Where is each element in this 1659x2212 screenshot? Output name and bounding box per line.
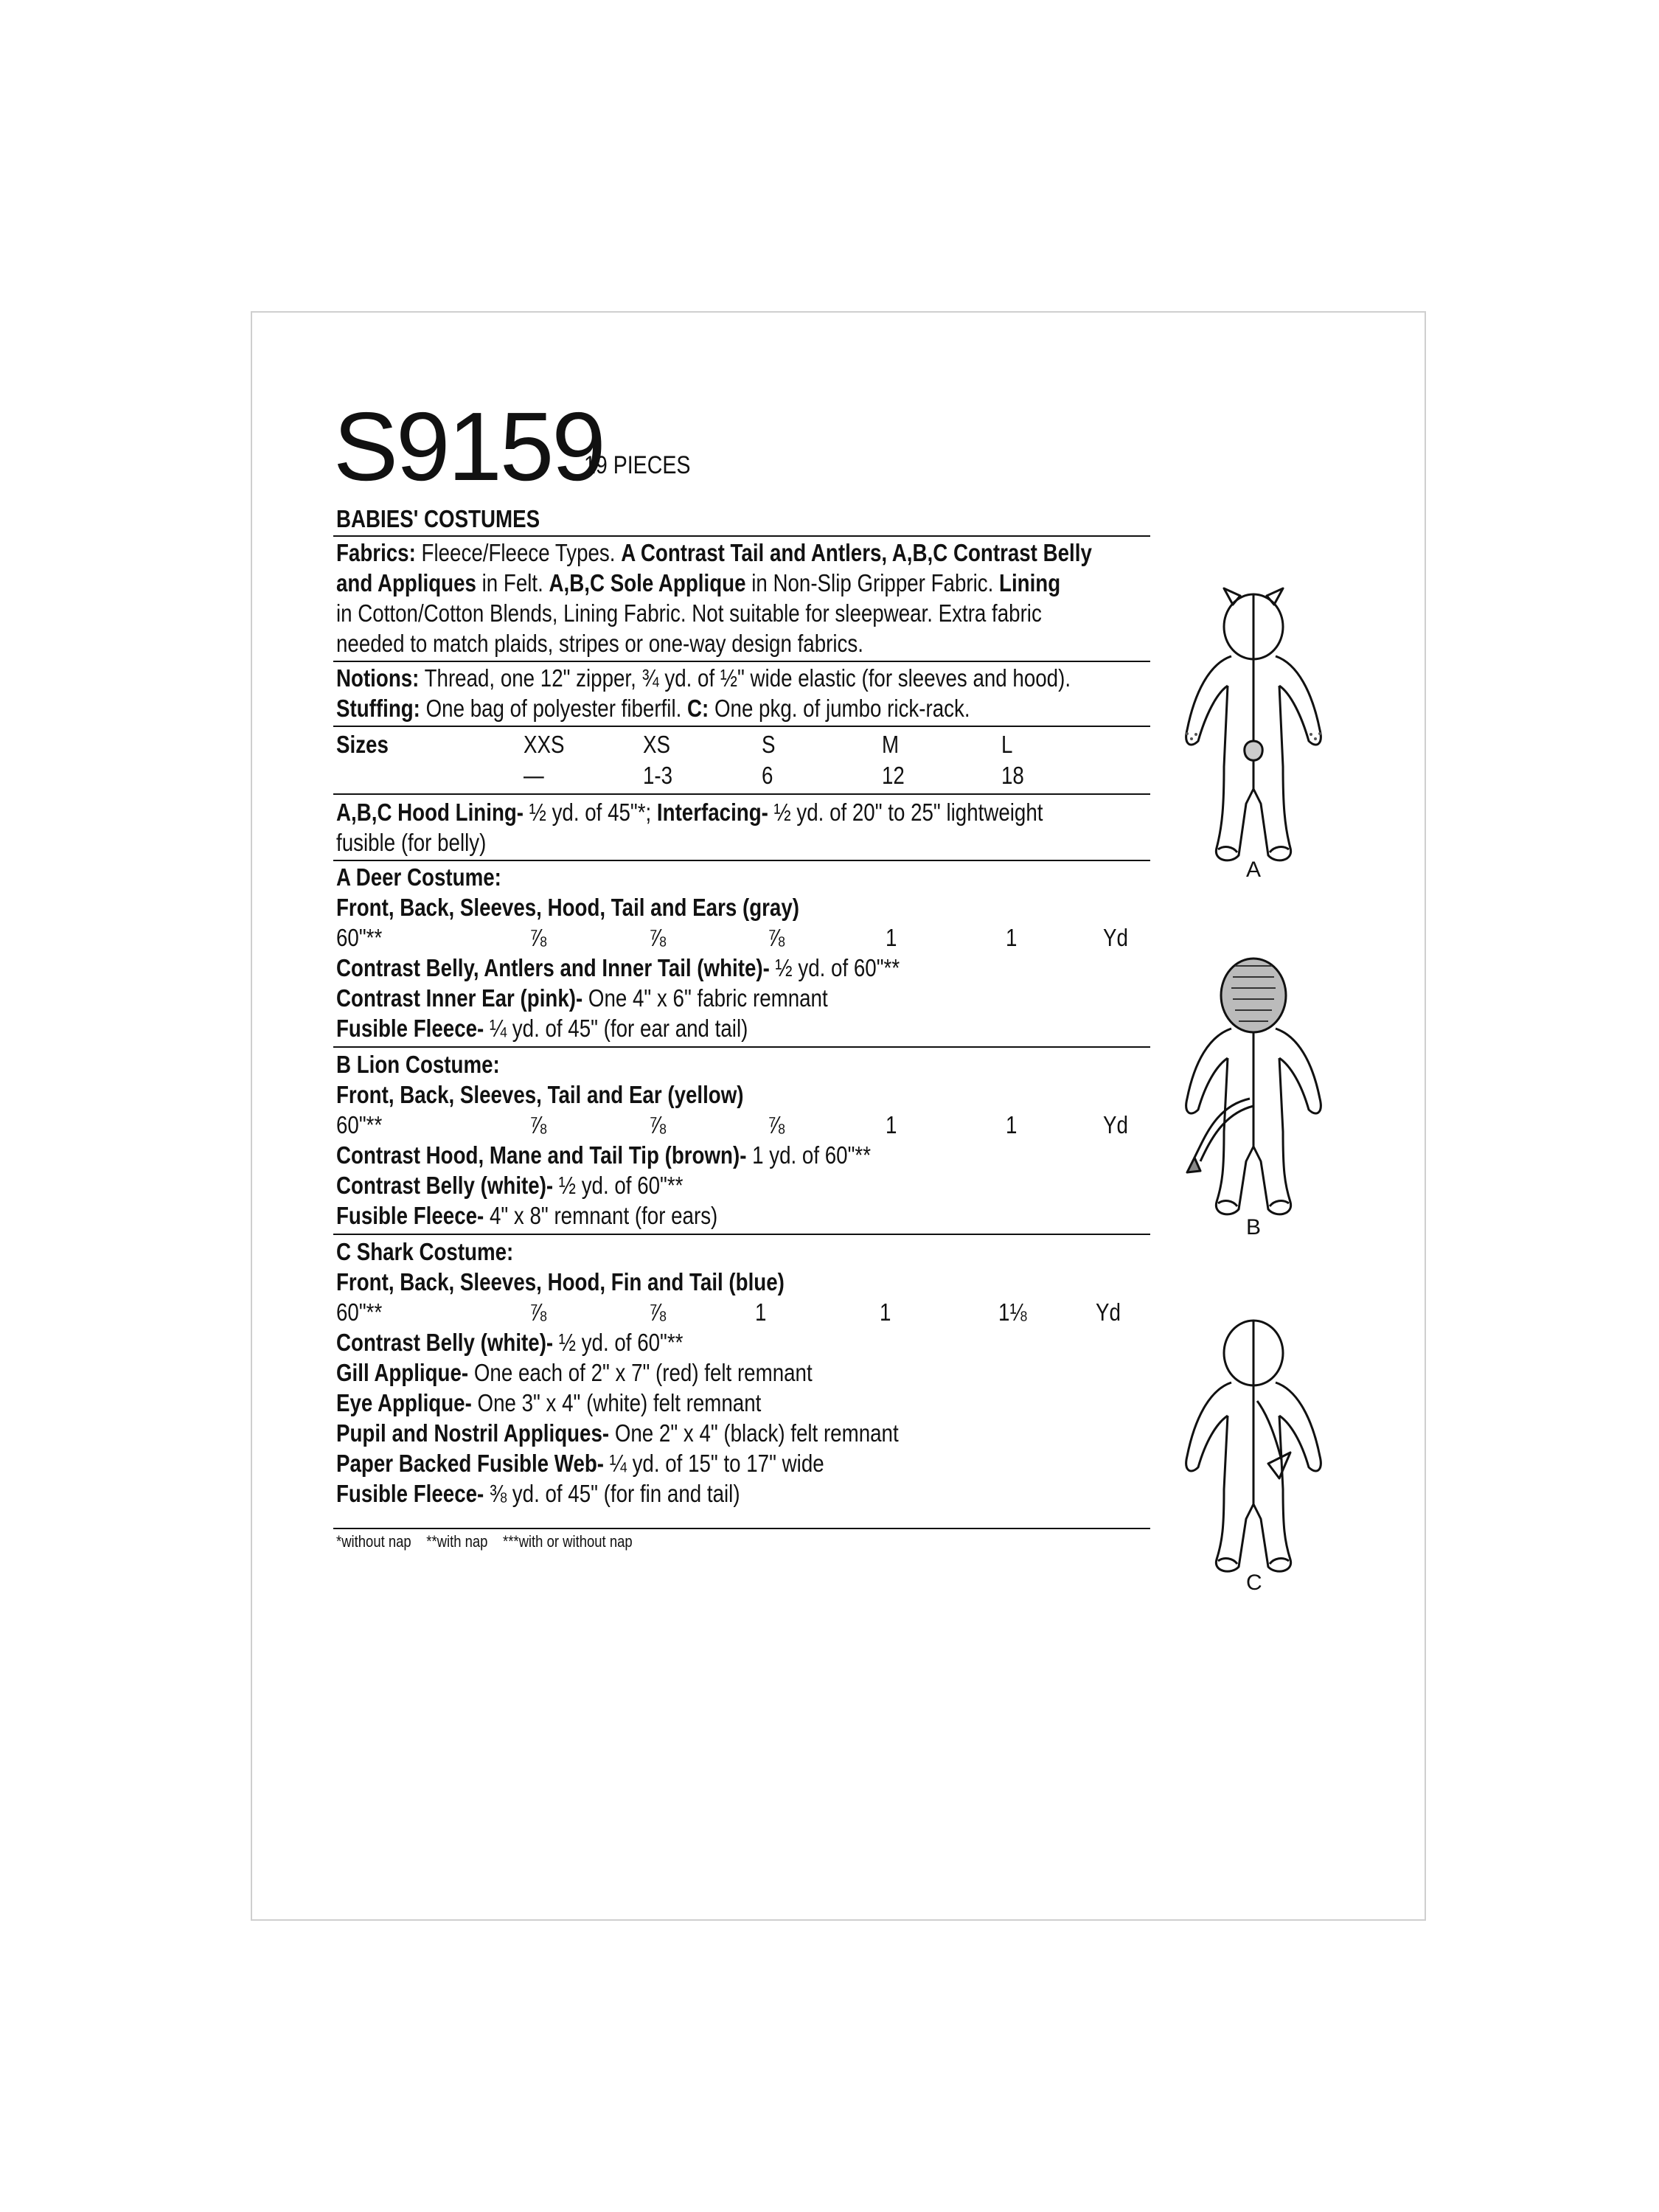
divider [333, 793, 1150, 795]
shark-main-fabric: Front, Back, Sleeves, Hood, Fin and Tail (blue) [336, 1268, 785, 1295]
yardage-value: ⅞ [529, 1298, 547, 1326]
shark-item [336, 1479, 817, 1509]
text-line [336, 1419, 899, 1448]
shark-item [336, 1328, 749, 1357]
yardage-value: 1 [1006, 1111, 1018, 1138]
fabrics-line [336, 538, 1236, 568]
text-segment: One pkg. of jumbo rick-rack. [709, 695, 970, 722]
bold-label: Contrast Hood, Mane and Tail Tip (brown)- [336, 1141, 747, 1169]
bold-label: Fusible Fleece- [336, 1480, 484, 1507]
bold-label: Contrast Belly (white)- [336, 1329, 554, 1356]
shark-item [336, 1388, 842, 1418]
shark-item [336, 1358, 903, 1388]
text-segment: needed to match plaids, stripes or one-way design fabrics. [336, 630, 863, 657]
pattern-header [333, 392, 604, 501]
text-line [336, 1449, 824, 1478]
size-number: 1-3 [643, 762, 673, 789]
bold-label: C: [687, 695, 709, 722]
bold-label: A,B,C Sole Applique [549, 569, 746, 597]
text-line [336, 828, 486, 858]
deer-heading: A Deer Costume: [336, 863, 501, 891]
text-line [336, 599, 1042, 628]
notions-line [336, 664, 1211, 693]
bold-label: and Appliques [336, 569, 476, 597]
fabric-width: 60"** [336, 1298, 383, 1326]
text-segment: in Cotton/Cotton Blends, Lining Fabric. Not suitable for sleepwear. Extra fabric [336, 599, 1042, 627]
shark-item [336, 1449, 917, 1478]
bold-label: Fabrics: [336, 539, 416, 566]
size-name: S [762, 731, 776, 758]
yardage-value: ⅞ [529, 924, 547, 951]
figure-a-deer-costume [1165, 582, 1342, 870]
text-segment: One 4" x 6" fabric remnant [582, 984, 828, 1012]
size-number: 6 [762, 762, 773, 789]
bold-label: Contrast Belly (white)- [336, 1172, 554, 1199]
fabrics-line [336, 599, 1176, 628]
lion-item [336, 1141, 973, 1170]
deer-main-fabric: Front, Back, Sleeves, Hood, Tail and Ears (gray) [336, 894, 799, 921]
text-line [336, 1388, 761, 1418]
text-segment: Thread, one 12" zipper, ¾ yd. of ½" wide elastic (for sleeves and hood). [419, 664, 1071, 692]
deer-item [336, 953, 1007, 983]
text-line [336, 664, 1071, 693]
bold-label: Fusible Fleece- [336, 1202, 484, 1229]
text-segment: One 3" x 4" (white) felt remnant [471, 1389, 762, 1416]
lion-heading: B Lion Costume: [336, 1051, 500, 1078]
yardage-value: ⅞ [649, 1111, 667, 1138]
bold-label: Gill Applique- [336, 1359, 469, 1386]
text-segment: in Non-Slip Gripper Fabric. [745, 569, 1000, 597]
lion-main-fabric: Front, Back, Sleeves, Tail and Ear (yellow) [336, 1081, 744, 1108]
size-number: 18 [1001, 762, 1024, 789]
text-segment: ¼ yd. of 45" (for ear and tail) [484, 1015, 748, 1042]
yardage-value: 1 [1006, 924, 1018, 951]
text-segment: in Felt. [476, 569, 549, 597]
bold-label: Stuffing: [336, 695, 420, 722]
sizes-label: Sizes [336, 731, 389, 758]
divider [333, 535, 1150, 537]
text-line [336, 984, 828, 1013]
text-line [336, 568, 1060, 598]
bold-label: Lining [999, 569, 1061, 597]
divider [333, 661, 1150, 662]
text-line [336, 538, 1092, 568]
size-name: XS [643, 731, 670, 758]
stuffing-line [336, 694, 1091, 723]
text-line [336, 1201, 717, 1231]
deer-item [336, 1014, 827, 1043]
yardage-value: 1 [886, 1111, 897, 1138]
text-line [336, 1014, 748, 1043]
text-segment: ½ yd. of 60"** [553, 1329, 684, 1356]
text-line [336, 694, 970, 723]
text-segment: ½ yd. of 60"** [553, 1172, 684, 1199]
size-number: — [524, 762, 544, 789]
text-line [336, 1141, 871, 1170]
text-line [336, 798, 1043, 827]
shark-heading: C Shark Costume: [336, 1238, 514, 1265]
hood-lining-line [336, 798, 1178, 827]
bold-label: Pupil and Nostril Appliques- [336, 1419, 610, 1447]
yardage-value: 1⅛ [998, 1298, 1027, 1326]
text-line [336, 1328, 683, 1357]
nap-footnote: *without nap **with nap ***with or without nap [336, 1532, 633, 1551]
yardage-value: 1 [755, 1298, 767, 1326]
text-segment: ½ yd. of 60"** [769, 954, 900, 981]
figure-label-a: A [1246, 858, 1262, 882]
text-segment: ¼ yd. of 15" to 17" wide [604, 1450, 824, 1477]
yardage-unit: Yd [1103, 924, 1128, 951]
figure-label-c: C [1246, 1571, 1262, 1595]
yardage-value: 1 [886, 924, 897, 951]
bold-label: A,B,C Hood Lining- [336, 799, 524, 826]
fabrics-line [336, 568, 1198, 598]
bold-label: Fusible Fleece- [336, 1015, 484, 1042]
piece-count: 19 PIECES [584, 451, 691, 479]
text-segment: ⅜ yd. of 45" (for fin and tail) [484, 1480, 740, 1507]
yardage-unit: Yd [1096, 1298, 1121, 1326]
figure-b-lion-costume [1165, 951, 1342, 1224]
lion-item [336, 1201, 790, 1231]
text-line [336, 953, 900, 983]
figure-label-b: B [1246, 1215, 1262, 1239]
bold-label: Contrast Inner Ear (pink)- [336, 984, 583, 1012]
text-line [336, 1358, 813, 1388]
text-line [336, 629, 863, 658]
text-segment: 4" x 8" remnant (for ears) [484, 1202, 718, 1229]
text-segment: One 2" x 4" (black) felt remnant [609, 1419, 899, 1447]
yardage-value: ⅞ [649, 1298, 667, 1326]
text-line [336, 1479, 740, 1509]
yardage-unit: Yd [1103, 1111, 1128, 1138]
bold-label: Eye Applique- [336, 1389, 472, 1416]
divider [333, 726, 1150, 727]
text-segment: fusible (for belly) [336, 829, 487, 856]
text-segment: Fleece/Fleece Types. [415, 539, 622, 566]
yardage-value: ⅞ [768, 1111, 785, 1138]
yardage-value: 1 [880, 1298, 891, 1326]
text-segment: ½ yd. of 20" to 25" lightweight [768, 799, 1043, 826]
bold-label: A Contrast Tail and Antlers, A,B,C Contrast Belly [621, 539, 1092, 566]
divider [333, 860, 1150, 861]
pattern-number: S9159 [333, 392, 604, 501]
size-number: 12 [882, 762, 905, 789]
bold-label: Paper Backed Fusible Web- [336, 1450, 605, 1477]
divider [333, 1046, 1150, 1048]
yardage-value: ⅞ [529, 1111, 547, 1138]
size-name: M [882, 731, 900, 758]
divider [333, 1528, 1150, 1529]
size-name: XXS [524, 731, 565, 758]
pattern-title: BABIES' COSTUMES [336, 505, 540, 532]
shark-item [336, 1419, 1006, 1448]
fabrics-line [336, 629, 964, 658]
lion-item [336, 1171, 749, 1200]
hood-lining-line [336, 828, 515, 858]
figure-c-shark-costume [1165, 1312, 1342, 1578]
text-line [336, 1171, 683, 1200]
text-segment: 1 yd. of 60"** [746, 1141, 872, 1169]
text-segment: One bag of polyester fiberfil. [420, 695, 688, 722]
bold-label: Notions: [336, 664, 420, 692]
bold-label: Contrast Belly, Antlers and Inner Tail (white)- [336, 954, 770, 981]
yardage-value: ⅞ [768, 924, 785, 951]
deer-item [336, 984, 922, 1013]
fabric-width: 60"** [336, 924, 383, 951]
size-name: L [1001, 731, 1013, 758]
bold-label: Interfacing- [656, 799, 768, 826]
text-segment: One each of 2" x 7" (red) felt remnant [468, 1359, 813, 1386]
text-segment: ½ yd. of 45"*; [524, 799, 657, 826]
fabric-width: 60"** [336, 1111, 383, 1138]
yardage-value: ⅞ [649, 924, 667, 951]
divider [333, 1234, 1150, 1235]
